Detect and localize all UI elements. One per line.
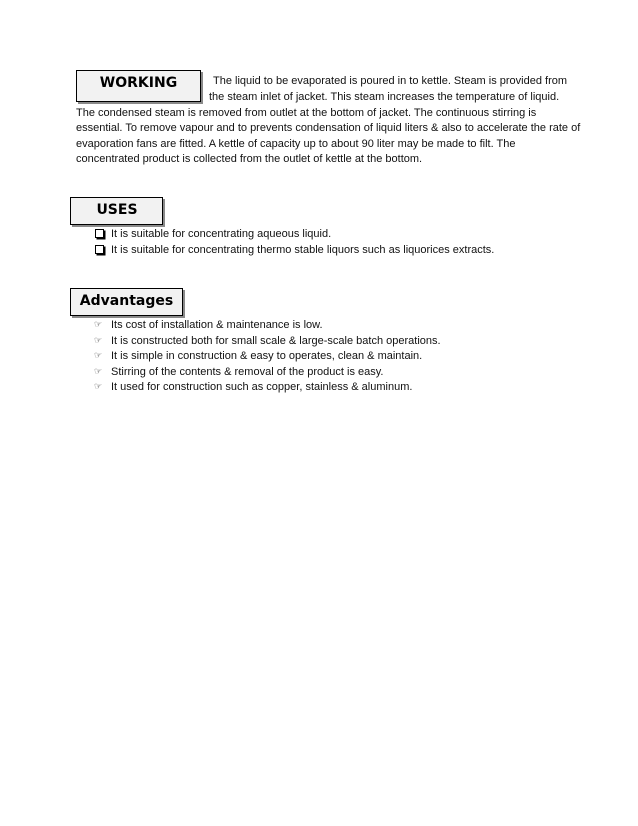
uses-heading-box	[70, 197, 163, 225]
uses-list-item	[95, 226, 494, 242]
working-paragraph-line: essential. To remove vapour and to prevents condensation of liquid liters & also to accelerate the rate of	[76, 122, 581, 134]
uses-item-text: It is suitable for concentrating aqueous liquid.	[111, 228, 332, 240]
pointing-hand-icon: ☞	[94, 351, 103, 361]
checkbox-icon	[95, 229, 104, 238]
pointing-hand-icon: ☞	[94, 335, 103, 346]
pointing-hand-icon: ☞	[94, 366, 103, 377]
advantages-item-text: It is constructed both for small scale & large-scale batch operations.	[111, 334, 441, 347]
advantages-heading: Advantages	[79, 293, 174, 309]
pointing-hand-icon: ☞	[94, 320, 103, 330]
advantages-list-item	[95, 349, 441, 365]
working-paragraph-line: The liquid to be evaporated is poured in to kettle. Steam is provided from	[213, 75, 568, 87]
working-paragraph-line: The condensed steam is removed from outlet at the bottom of jacket. The continuous stirring is	[76, 107, 537, 119]
working-heading-box	[76, 70, 201, 102]
pointing-hand-icon: ☞	[94, 382, 103, 392]
advantages-list-item	[95, 334, 441, 350]
advantages-item-text: Stirring of the contents & removal of the product is easy.	[111, 365, 384, 378]
advantages-list-item	[95, 318, 441, 334]
advantages-item-text: Its cost of installation & maintenance is low.	[111, 319, 323, 331]
checkbox-icon	[95, 245, 104, 254]
advantages-list	[95, 318, 441, 396]
advantages-heading-box	[70, 288, 183, 316]
uses-list	[95, 226, 494, 258]
working-heading: WORKING	[99, 75, 178, 91]
advantages-list-item	[95, 380, 441, 396]
uses-heading: USES	[96, 202, 138, 218]
uses-list-item	[95, 242, 494, 258]
working-paragraph-line: the steam inlet of jacket. This steam increases the temperature of liquid.	[209, 91, 560, 103]
working-paragraph-line: concentrated product is collected from the outlet of kettle at the bottom.	[76, 153, 423, 165]
advantages-item-text: It is simple in construction & easy to operates, clean & maintain.	[111, 350, 423, 362]
advantages-item-text: It used for construction such as copper, stainless & aluminum.	[111, 381, 413, 393]
working-paragraph-line: evaporation fans are fitted. A kettle of capacity up to about 90 liter may be made to filt. The	[76, 138, 516, 150]
advantages-list-item	[95, 365, 441, 381]
uses-item-text: It is suitable for concentrating thermo stable liquors such as liquorices extracts.	[111, 244, 495, 256]
